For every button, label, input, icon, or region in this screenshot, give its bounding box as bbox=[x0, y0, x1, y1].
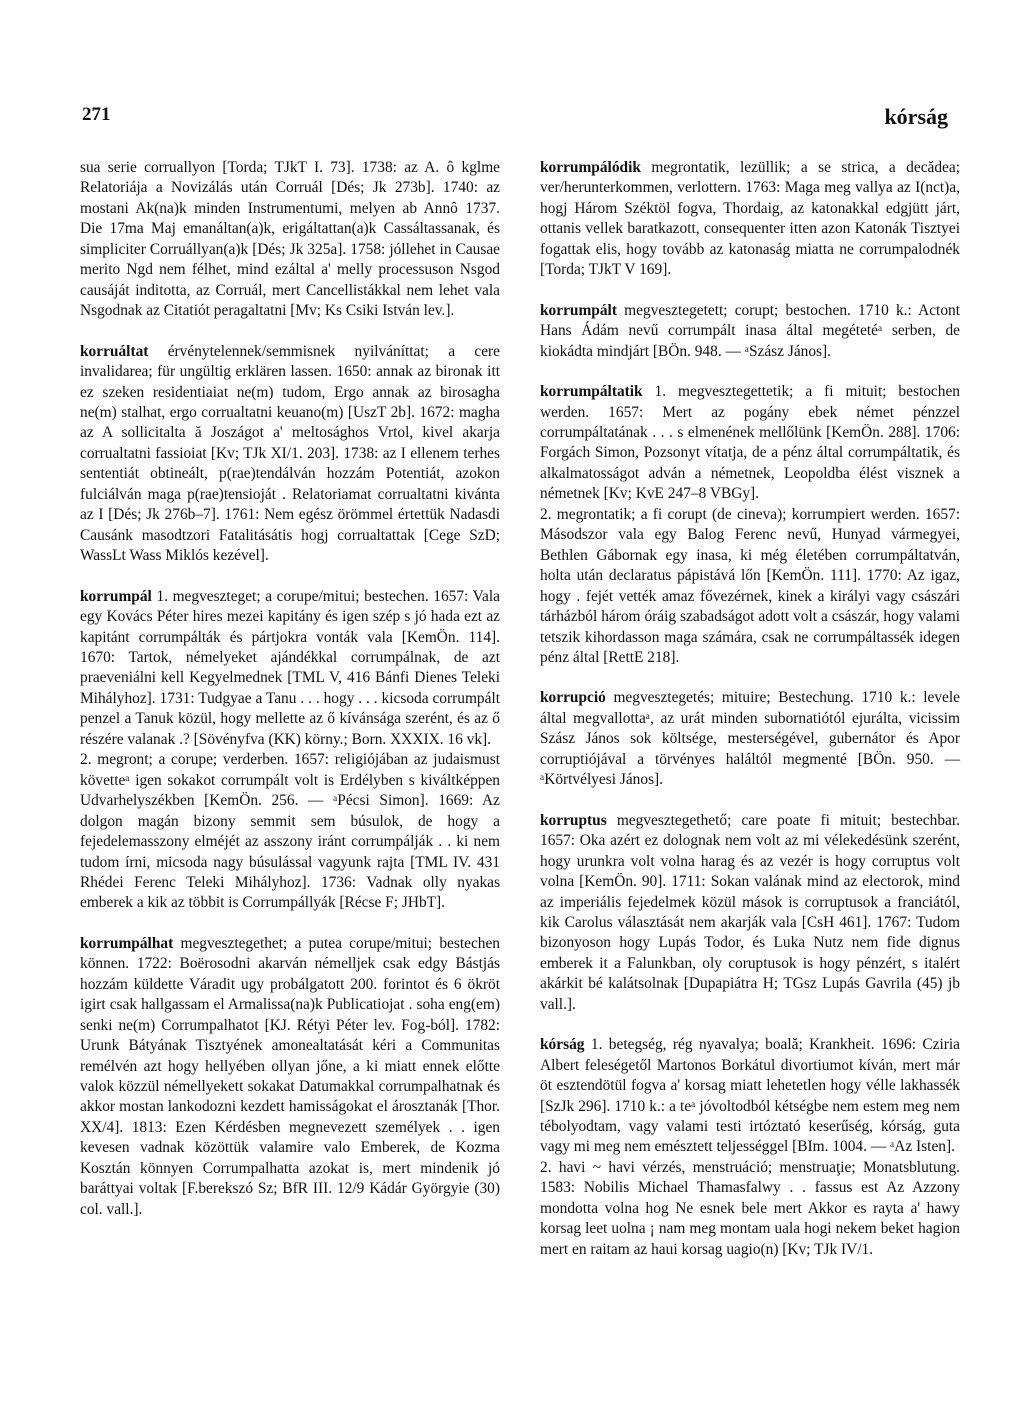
entry-body: 1. betegség, rég nyavalya; boală; Krankheit. 1696: Cziria Albert feleségetől Martonos Borkátul divortiumot kíván, mert már öt esztendötül fogva a' korsag miatt lehetetlen hogy vélle lakhassék [SzJk 296]. 1710 k.: a teᵃ jóvoltodból kétségbe nem estem meg nem tébolyodtam, vagy valami testi irtóztató keserűség, kórság, guta vagy mi meg nem emésztett teljességgel [BIm. 1004. — ᵃAz Isten]. bbox=[540, 1036, 960, 1156]
dictionary-entry bbox=[80, 158, 500, 322]
entry-text bbox=[540, 688, 960, 790]
entry-text bbox=[80, 342, 500, 567]
entry-body: megrontatik, lezüllik; a se strica, a decădea; ver/herunterkommen, verlottern. 1763: Maga meg vallya az I(nct)a, hogj Három Széktöl fogva, Thordaig, az katonakkal edgjütt járt, ottanis vellek baratkazott, consequenter itten azon Katonák Tisztyei fogattak elis, hogy tovább az katonaság miatta ne corrumpalodnék [Torda; TJkT V 169]. bbox=[540, 159, 960, 279]
dictionary-entry bbox=[80, 342, 500, 567]
entry-headword: korrupció bbox=[540, 689, 606, 707]
entry-body: 1. megveszteget; a corupe/mitui; bestechen. 1657: Vala egy Kovács Péter hires mezei kapitány és igen szép s jó hada ezt az kapitánt corrumpálták és pártjokra vonták vala [KemÖn. 114]. 1670: Tartok, némelyeket ajándékkal corrumpálnak, de azt praeveniálni kell Kegyelmednek [TML V, 416 Bánfi Dienes Teleki Mihályhoz]. 1731: Tudgyae a Tanu . . . hogy . . . kicsoda corrumpált penzel a Tanuk közül, hogy mellette az ő kívánsága szerént, és az ő részére valanak .? [Sövényfva (KK) körny.; Born. XXXIX. 16 vk]. bbox=[80, 587, 500, 748]
entry-sense: 2. megrontatik; a fi corupt (de cineva); korrumpiert werden. 1657: Másodszor vala egy Balog Ferenc nevű, Hunyad vármegyei, Bethlen Gábornak egy inasa, ki még életében corrumpáltatván, holta után declaratus pápistává lőn [KemÖn. 111]. 1770: Az igaz, hogy . fejét vették amaz fővezérnek, kinek a királyi vagy császári tárházból három óráig szabadságot adott volt a császár, hogy valami tetszik kihordasson maga számára, csak ne corrumpáltassék idegen pénz által [RettE 218]. bbox=[540, 505, 960, 666]
page-header bbox=[82, 104, 948, 134]
entry-text: sua serie corruallyon [Torda; TJkT I. 73]. 1738: az A. ô kglme Relatoriája a Novizálás után Corruál [Dés; Jk 273b]. 1740: az mostani Ak(na)k minden Instrumentumi, melyen ab Annô 1737. Die 17ma Maj emanáltan(a)k, erigáltattan(a)k Cassáltassanak, és simpliciter Corruállyan(a)k [Dés; Jk 325a]. 1758: jóllehet in Causae merito Ngd nem félhet, mind ezáltal a' melly processuson Nsgod causáját inditotta, az Corruál, mert Cancellistákkal nem lehet vala Nsgodnak az Citatiót peragaltatni [Mv; Ks Csiki István lev.]. bbox=[80, 159, 500, 320]
entry-text bbox=[540, 1035, 960, 1158]
entry-headword: korrumpálódik bbox=[540, 159, 641, 176]
dictionary-entry bbox=[540, 1035, 960, 1260]
entry-body: megvesztegethet; a putea corupe/mitui; bestechen können. 1722: Boërosodni akarván némelljek csak edgy Bástjás hozzám küldette Váradit ugy probálgatott 200. forintot és 6 ökröt igirt csak hallgassam el Armalissa(na)k Publicatiojat . soha eng(em) senki ne(m) Corrumpalhatot [KJ. Rétyi Péter lev. Fog-ból]. 1782: Urunk Bátyának Tisztyének amonealtatását kéri a Communitas remélvén azt hogy hellyében ollyan jőne, a ki miatt ennek előtte valok közzül némellyekett sokakat Datumakkal corrumpalhatnak és akkor mostan lankodozni kezdett hamisságokat el árosztanák [Thor. XX/4]. 1813: Ezen Kérdésben megnevezett személyek . . igen kevesen vadnak közöttük valamire valo Emberek, de Kozma Kosztán könnyen Corrumpalhatta azokat is, mert mindenik jó baráttyai voltak [F.berekszó Sz; BfR III. 12/9 Kádár Györgyie (30) col. vall.]. bbox=[80, 934, 500, 1218]
entry-headword: korruáltat bbox=[80, 342, 149, 360]
left-column bbox=[80, 158, 500, 1240]
entry-body: megvesztegetett; corupt; bestochen. 1710 k.: Actont Hans Ádám nevű corrumpált inasa által megétetéᵃ serben, de kiokádta mindjárt [BÖn. 948. — ᵃSzász János]. bbox=[540, 301, 960, 360]
entry-body: megvesztegetés; mituire; Bestechung. 1710 k.: levele által megvallottaᵃ, az urát minden subornatiótól ejurálta, vicissim Szász János sok költsége, mesterségével, gubernátor és Apor corruptiójával a törvényes haláltól megmenté [BÖn. 950. — ᵃKörtvélyesi János]. bbox=[540, 689, 961, 789]
entry-text bbox=[80, 587, 500, 751]
entry-headword: korrumpáltatik bbox=[540, 383, 643, 401]
dictionary-entry bbox=[540, 301, 960, 362]
dictionary-entry bbox=[540, 382, 960, 668]
entry-text bbox=[540, 811, 960, 1016]
dictionary-entry bbox=[80, 934, 500, 1220]
dictionary-entry bbox=[540, 158, 960, 281]
dictionary-entry bbox=[80, 587, 500, 914]
entry-body: érvénytelennek/semmisnek nyilváníttat; a cere invalidarea; für ungültig erklären lassen. 1650: annak az bironak itt ez szeken residentiaiat ne(m) tudom, Ergo annak az birosagha ne(m) stalhat, ergo corrualtatni keuano(m) [UszT 2b]. 1672: magha az A sollicitalta ă Joszágot a' meltosághos Vrtol, kivel akarja corrualtatni fassioiat [Kv; TJk XI/1. 203]. 1738: az I ellenem terhes sententiát obtineált, p(rae)tendálván hozzám Potentiát, azokon fulciálván maga p(rae)tensioját . Relatoriamat corrualtatni kivánta az I [Dés; Jk 276b–7]. 1761: Nem egész örömmel értettük Nadasdi Causánk masodtzori Fatalitásátis hogj corrualtattak [Cege SzD; WassLt Wass Miklós kezével]. bbox=[80, 342, 500, 565]
entry-text bbox=[540, 382, 960, 505]
entry-headword: korruptus bbox=[540, 811, 607, 829]
running-head: kórság bbox=[884, 104, 948, 129]
entry-body: 1. megvesztegettetik; a fi mituit; bestochen werden. 1657: Mert az pogány ebek német pénzzel corrumpáltatának . . . s elmenének mellőlünk [KemÖn. 288]. 1706: Forgách Simon, Pozsonyt vítatja, de a pénz által corrumpáltatik, és alkalmatosságot adván a németnek, Leopoldba élést visznek a németnek [Kv; KvE 247–8 VBGy]. bbox=[540, 383, 960, 503]
entry-sense: 2. megront; a corupe; verderben. 1657: religiójában az judaismust követteᵃ igen sokakot corrumpált volt is Erdélyben s kiváltképpen Udvarhelyszékben [KemÖn. 256. — ᵃPécsi Simon]. 1669: Az dolgon magán bizony semmit sem búsulok, de hogy a fejedelemasszony elméjét az asszony iránt corrumpálják . . ki nem tudom írni, micsoda nagy búsulással vagyunk rajta [TML IV. 431 Rhédei Ferenc Teleki Mihályhoz]. 1736: Vadnak olly nyakas emberek a kik az többit is Corrumpállyák [Récse F; JHbT]. bbox=[80, 751, 500, 912]
entry-text bbox=[540, 158, 960, 281]
entry-headword: korrumpál bbox=[80, 587, 152, 605]
entry-headword: korrumpálhat bbox=[80, 934, 174, 952]
dictionary-entry bbox=[540, 811, 960, 1016]
entry-sense: 2. havi ~ havi vérzés, menstruáció; menstruaţie; Monatsblutung. 1583: Nobilis Michael Thamasfalwy . . fassus est Az Azzony mondotta volna hog Ne esnek bele mert Akkor es rayta a' hawy korsag leet uolna ¡ nam meg montam uala hogi nekem beket hagion mert en raitam az haui korsag uagio(n) [Kv; TJk IV/1. bbox=[540, 1158, 960, 1258]
entry-text bbox=[80, 934, 500, 1220]
page-number: 271 bbox=[82, 104, 111, 125]
entry-headword: kórság bbox=[540, 1036, 585, 1054]
right-column bbox=[540, 158, 960, 1280]
entry-body: megvesztegethető; care poate fi mituit; bestechbar. 1657: Oka azért ez dolognak nem volt az mi vélekedésünk szerént, hogy urunkra volt volna harag és az vezér is hogy corruptus volt volna [KemÖn. 90]. 1711: Sokan valának mind az electorok, mind az imperiális fejedelmek közül mások is corruptusok a franciától, kik Carolus választását nem akarják vala [CsH 461]. 1767: Tudom bizonyoson hogy Lupás Todor, és Luka Nutz nem fide dignus emberek it a Falunkban, oly coruptusok is hogy pénzért, s italért akárkit bé kalátsolnak [Dupapiátra H; TGsz Lupás Gavrila (45) jb vall.]. bbox=[540, 811, 960, 1013]
entry-text bbox=[540, 301, 960, 362]
dictionary-entry bbox=[540, 688, 960, 790]
entry-headword: korrumpált bbox=[540, 301, 617, 319]
